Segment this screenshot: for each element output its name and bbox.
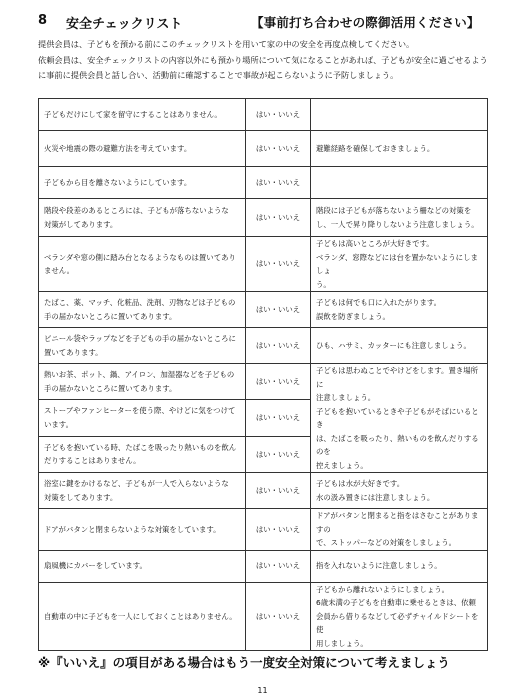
- checklist-row: [39, 509, 488, 551]
- checklist-item: [39, 167, 246, 199]
- checklist-note: [311, 237, 488, 292]
- answer-cell[interactable]: はい・いいえ: [246, 436, 311, 472]
- answer-cell[interactable]: はい・いいえ: [246, 364, 311, 400]
- checklist-item: [39, 328, 246, 364]
- line-text: たばこ、薬、マッチ、化粧品、洗剤、刃物などは子どもの: [44, 298, 236, 307]
- checklist-note: [311, 199, 488, 237]
- line-text: で、ストッパーなどの対策をしましょう。: [316, 538, 457, 547]
- checklist-item: [39, 237, 246, 292]
- line-text: 浴室に鍵をかけるなど、子どもが一人で入らないような: [44, 479, 229, 488]
- checklist-note: [311, 292, 488, 328]
- line-text: 用しましょう。: [316, 638, 368, 648]
- answer-cell[interactable]: はい・いいえ: [246, 328, 311, 364]
- checklist-note: [311, 509, 488, 551]
- checklist-note: [311, 167, 488, 199]
- line-text: 扇風機にカバーをしています。: [44, 561, 147, 571]
- intro-line: 依頼会員は、安全チェックリストの内容以外にも預かり場所について気になることがあれば、子どもが安全に過ごせるよう: [38, 54, 488, 65]
- line-text: 熱いお茶、ポット、鍋、アイロン、加湿器などを子どもの: [44, 370, 235, 380]
- line-text: ストーブやファンヒーターを使う際、やけどに気をつけて: [44, 406, 236, 416]
- footer-note: ※『いいえ』の項目がある場合はもう一度安全対策について考えましょう: [38, 655, 450, 670]
- answer-cell[interactable]: はい・いいえ: [246, 473, 311, 509]
- section-subtitle: 【事前打ち合わせの際御活用ください】: [251, 15, 480, 30]
- checklist-note: [311, 582, 488, 651]
- line-text: 手の届かないところに置いてあります。: [44, 311, 177, 321]
- line-text: 手の届かないところに置いてあります。: [44, 383, 177, 393]
- intro-text: [38, 37, 500, 84]
- line-text: ベランダや窓の側に踏み台となるようなものは置いてあり: [44, 252, 236, 262]
- checklist-item: [39, 582, 246, 651]
- line-text: だりすることはありません。: [44, 456, 141, 466]
- checklist-row: [39, 99, 488, 131]
- line-text: 子どもを抱いているときや子どもがそばにいるとき: [316, 406, 479, 429]
- answer-cell[interactable]: はい・いいえ: [246, 237, 311, 292]
- checklist-row: [39, 292, 488, 328]
- answer-cell[interactable]: はい・いいえ: [246, 550, 311, 582]
- intro-line: に事前に提供会員と話し合い、活動前に確認することで事故が起こらないように予防しましょう。: [38, 70, 399, 81]
- checklist-item: [39, 364, 246, 400]
- checklist-row: [39, 473, 488, 509]
- section-number: 8: [38, 13, 48, 28]
- line-text: 指を入れないように注意しましょう。: [316, 561, 442, 571]
- intro-line: 提供会員は、子どもを預かる前にこのチェックリストを用いて家の中の安全を再度点検してください。: [38, 39, 415, 49]
- checklist-note: [311, 473, 488, 509]
- line-text: 子どもは思わぬことでやけどをします。置き場所に: [316, 366, 479, 389]
- checklist-item: [39, 473, 246, 509]
- line-text: 子どもから離れないようにしましょう。: [316, 584, 450, 594]
- answer-cell[interactable]: はい・いいえ: [246, 99, 311, 131]
- checklist-item: [39, 400, 246, 436]
- line-text: う。: [316, 279, 331, 289]
- line-text: 子どもは高いところが大好きです。: [316, 239, 434, 248]
- line-text: 置いてあります。: [44, 347, 103, 357]
- line-text: 6歳未満の子どもを自動車に乗せるときは、依頼: [316, 598, 476, 607]
- checklist-note: [311, 99, 488, 131]
- checklist-note: [311, 550, 488, 582]
- line-text: ひも、ハサミ、カッターにも注意しましょう。: [316, 340, 471, 350]
- line-text: 子どもから目を離さないようにしています。: [44, 177, 192, 187]
- answer-cell[interactable]: はい・いいえ: [246, 400, 311, 436]
- line-text: 水の汲み置きには注意しましょう。: [316, 492, 435, 502]
- line-text: います。: [44, 419, 73, 429]
- answer-cell[interactable]: はい・いいえ: [246, 509, 311, 551]
- line-text: し、一人で昇り降りしないよう注意しましょう。: [316, 219, 479, 229]
- checklist-row: [39, 364, 488, 400]
- line-text: 自動車の中に子どもを一人にしておくことはありません。: [44, 611, 237, 621]
- checklist-row: [39, 167, 488, 199]
- section-header: [38, 13, 498, 31]
- page-number: 11: [257, 686, 268, 695]
- line-text: 火災や地震の際の避難方法を考えています。: [44, 143, 192, 153]
- checklist-item: [39, 292, 246, 328]
- checklist-item: [39, 550, 246, 582]
- checklist-row: [39, 131, 488, 167]
- checklist-note: [311, 364, 488, 473]
- line-text: ドアがバタンと閉まると指をはさむことがありますの: [316, 511, 479, 534]
- line-text: 対策をしてあります。: [44, 492, 118, 502]
- line-text: 子どもは何でも口に入れたがります。: [316, 298, 442, 307]
- checklist-item: [39, 509, 246, 551]
- answer-cell[interactable]: はい・いいえ: [246, 199, 311, 237]
- checklist-row: [39, 328, 488, 364]
- line-text: 会員から借りるなどして必ずチャイルドシートを使: [316, 611, 479, 634]
- line-text: 注意しましょう。: [316, 393, 376, 402]
- checklist-item: [39, 436, 246, 472]
- line-text: 控えましょう。: [316, 460, 368, 470]
- checklist-item: [39, 131, 246, 167]
- checklist-item: [39, 99, 246, 131]
- answer-cell[interactable]: はい・いいえ: [246, 167, 311, 199]
- answer-cell[interactable]: はい・いいえ: [246, 582, 311, 651]
- checklist-row: [39, 199, 488, 237]
- checklist-row: [39, 550, 488, 582]
- answer-cell[interactable]: はい・いいえ: [246, 292, 311, 328]
- section-title: 安全チェックリスト: [66, 17, 183, 32]
- line-text: 子どもは水が大好きです。: [316, 479, 405, 488]
- checklist-row: [39, 582, 488, 651]
- line-text: 子どもだけにして家を留守にすることはありません。: [44, 109, 222, 119]
- checklist-note: [311, 328, 488, 364]
- line-text: 避難経路を確保しておきましょう。: [316, 143, 435, 153]
- line-text: 階段や段差のあるところには、子どもが落ちないような: [44, 206, 229, 215]
- line-text: ません。: [44, 266, 75, 275]
- safety-checklist-table: [38, 98, 488, 651]
- checklist-note: [311, 131, 488, 167]
- checklist-item: [39, 199, 246, 237]
- line-text: 誤飲を防ぎましょう。: [316, 311, 390, 321]
- checklist-row: [39, 237, 488, 292]
- line-text: は、たばこを吸ったり、熱いものを飲んだりするのを: [316, 433, 479, 456]
- line-text: 対策がしてあります。: [44, 219, 118, 229]
- line-text: ドアがバタンと閉まらないような対策をしています。: [44, 524, 221, 534]
- line-text: ビニール袋やラップなどを子どもの手の届かないところに: [44, 334, 236, 343]
- answer-cell[interactable]: はい・いいえ: [246, 131, 311, 167]
- line-text: ベランダ、窓際などには台を置かないようにしましょ: [316, 252, 478, 275]
- line-text: 子どもを抱いている時、たばこを吸ったり熱いものを飲ん: [44, 442, 237, 452]
- line-text: 階段には子どもが落ちないよう柵などの対策を: [316, 206, 472, 215]
